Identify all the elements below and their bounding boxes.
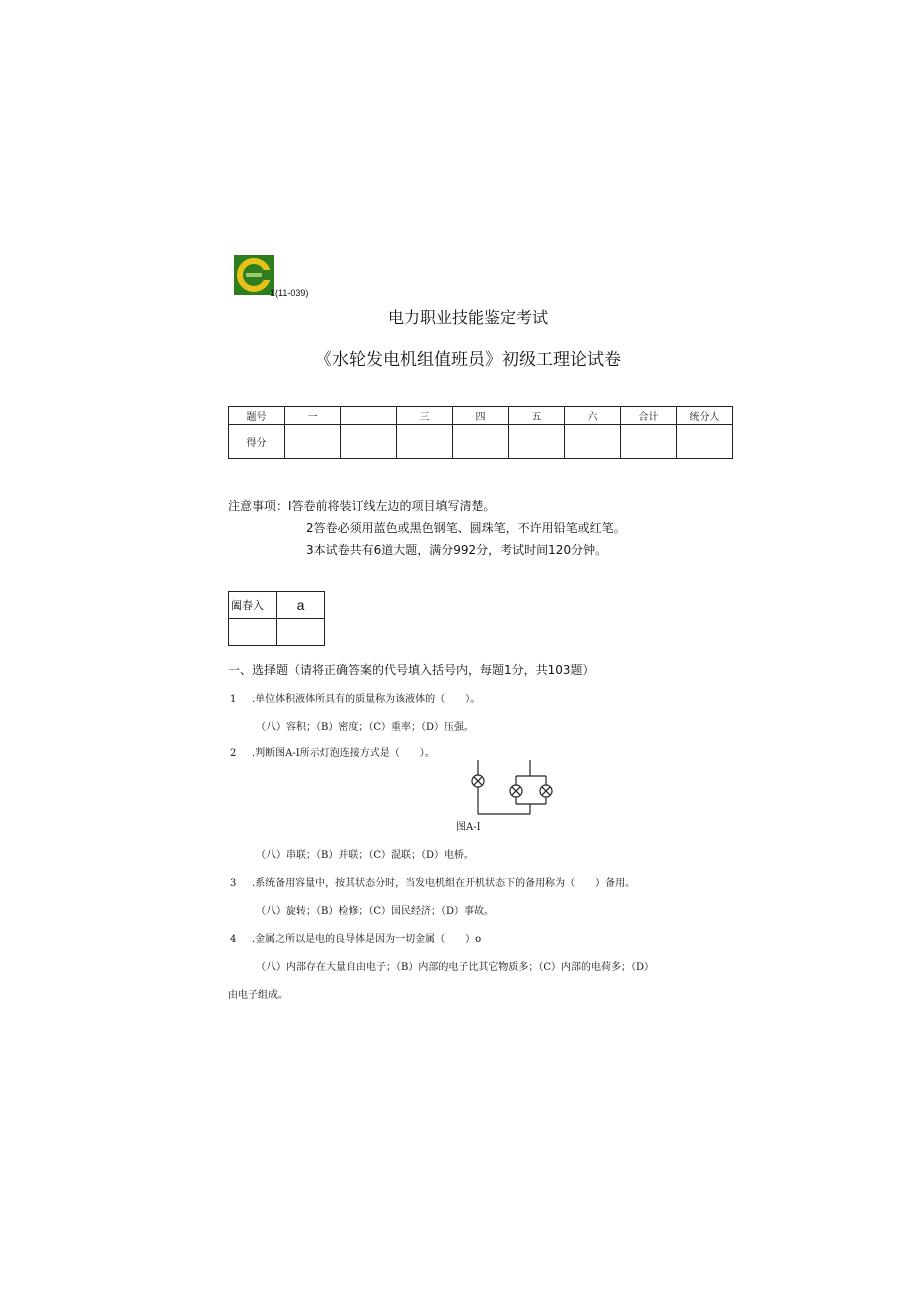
question-number: 4 <box>230 934 237 945</box>
score-header-cell: 一 <box>285 407 341 425</box>
exam-title: 电力职业技能鉴定考试 <box>387 308 548 327</box>
score-cell[interactable] <box>509 425 565 459</box>
question-number: 1 <box>230 694 237 705</box>
grader-value: a <box>277 592 325 619</box>
grader-table <box>228 591 325 646</box>
exam-subtitle: 《水轮发电机组值班员》初级工理论试卷 <box>315 350 621 370</box>
question-3-options: （八）旋转；（B）检修；（C）国民经济；（D）事故。 <box>256 906 495 917</box>
score-header-cell: 统分人 <box>677 407 733 425</box>
notice-line-1: 注意事项：I答卷前将装订线左边的项目填写清楚。 <box>228 499 496 513</box>
score-cell[interactable] <box>621 425 677 459</box>
question-1 <box>230 690 480 705</box>
section-title: 一、选择题（请将正确答案的代号填入括号内，每题1分，共103题） <box>228 663 595 677</box>
score-header-cell: 题号 <box>229 407 285 425</box>
question-4-options: （八）内部存在大量自由电子；（B）内部的电子比其它物质多；（C）内部的电荷多；（D） <box>256 962 655 973</box>
exam-code: 1(11-039) <box>270 288 309 298</box>
notice-line-2: 2答卷必须用蓝色或黑色钢笔、圆珠笔，不许用铅笔或红笔。 <box>306 521 626 535</box>
score-table-header-row <box>229 407 733 425</box>
question-text: .单位体积液体所具有的质量称为该液体的（ ）。 <box>252 694 481 705</box>
grader-cell[interactable] <box>229 619 277 646</box>
grader-label: 阖春入 <box>229 592 277 619</box>
figure-caption: 图A-I <box>456 822 481 833</box>
score-header-cell: 五 <box>509 407 565 425</box>
score-cell[interactable] <box>397 425 453 459</box>
grader-cell[interactable] <box>277 619 325 646</box>
score-cell[interactable] <box>677 425 733 459</box>
score-cell[interactable] <box>565 425 621 459</box>
lamp-icon <box>510 785 522 797</box>
question-text: .判断图A-I所示灯泡连接方式是（ ）。 <box>252 748 435 759</box>
score-header-cell <box>341 407 397 425</box>
score-header-cell: 四 <box>453 407 509 425</box>
question-1-options: （八）容积；（B）密度；（C）重率；（D）压强。 <box>256 722 475 733</box>
score-header-cell: 三 <box>397 407 453 425</box>
score-table <box>228 406 733 459</box>
question-text: .系统备用容量中，按其状态分时，当发电机组在开机状态下的备用称为（ ）备用。 <box>252 878 636 889</box>
exam-logo-icon <box>234 255 274 295</box>
score-row-label: 得分 <box>229 425 285 459</box>
circuit-diagram <box>462 758 562 818</box>
question-4-options-continued: 由电子组成。 <box>228 990 288 1001</box>
question-number: 3 <box>230 878 237 889</box>
notice-line-3: 3本试卷共有6道大题，满分992分，考试时间120分钟。 <box>306 543 608 557</box>
score-header-cell: 六 <box>565 407 621 425</box>
question-2 <box>230 744 435 759</box>
question-number: 2 <box>230 748 237 759</box>
question-text: .金属之所以是电的良导体是因为一切金属（ ）o <box>252 934 482 945</box>
score-cell[interactable] <box>453 425 509 459</box>
lamp-icon <box>472 775 484 787</box>
score-header-cell: 合计 <box>621 407 677 425</box>
question-4 <box>230 930 481 945</box>
lamp-icon <box>540 785 552 797</box>
score-table-score-row <box>229 425 733 459</box>
score-cell[interactable] <box>341 425 397 459</box>
question-2-options: （八）串联；（B）并联；（C）混联；（D）电桥。 <box>256 850 475 861</box>
question-3 <box>230 874 635 889</box>
score-cell[interactable] <box>285 425 341 459</box>
